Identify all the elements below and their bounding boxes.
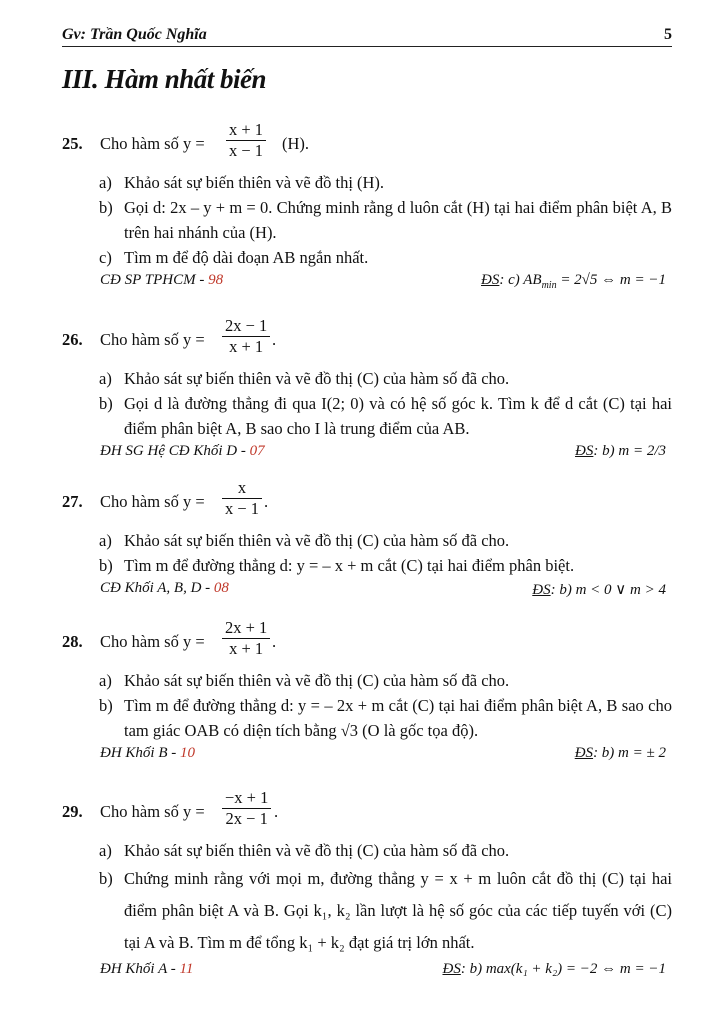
answer bbox=[481, 272, 666, 291]
problem-stem: Cho hàm số y = bbox=[100, 492, 205, 511]
answer-label: ĐS bbox=[532, 582, 551, 598]
item-text: Khảo sát sự biến thiên và vẽ đồ thị (C) của hàm số đã cho. bbox=[124, 531, 510, 550]
page-number: 5 bbox=[664, 26, 672, 43]
fraction-numerator: x + 1 bbox=[229, 120, 264, 139]
source-year: 07 bbox=[249, 443, 265, 459]
item-text: Khảo sát sự biến thiên và vẽ đồ thị (C) của hàm số đã cho. bbox=[124, 369, 510, 388]
page-header bbox=[62, 22, 672, 47]
answer-text-rest: = 2√5 ⇔ m = −1 bbox=[556, 272, 666, 288]
source-line bbox=[62, 578, 672, 604]
sub-item bbox=[62, 528, 672, 553]
author-name: Gv: Trần Quốc Nghĩa bbox=[62, 26, 207, 43]
problem-stem: Cho hàm số y = bbox=[100, 330, 205, 349]
problem-27 bbox=[62, 476, 672, 604]
function-fraction bbox=[226, 120, 266, 161]
sub-item bbox=[62, 170, 672, 195]
source-year: 98 bbox=[208, 272, 224, 288]
problem-number: 28. bbox=[62, 632, 83, 651]
fraction-numerator: 2x + 1 bbox=[225, 618, 268, 637]
source-line bbox=[62, 441, 672, 467]
item-text: Gọi d: 2x – y + m = 0. Chứng minh rằng d luôn cắt (H) tại hai điểm phân biệt A, B trên hai nhánh của (H). bbox=[124, 198, 672, 242]
answer bbox=[575, 745, 666, 762]
answer-text: : b) m < 0 ∨ m > 4 bbox=[550, 582, 666, 598]
item-text: Tìm m để độ dài đoạn AB ngắn nhất. bbox=[124, 248, 369, 267]
function-fraction bbox=[222, 316, 270, 357]
answer bbox=[575, 443, 666, 460]
function-fraction bbox=[222, 788, 271, 829]
problem-28 bbox=[62, 616, 672, 769]
sub-item bbox=[62, 693, 672, 743]
answer-text: : c) AB bbox=[499, 272, 542, 288]
source-text: CĐ SP TPHCM - bbox=[100, 272, 209, 288]
item-text: Chứng minh rằng với mọi m, đường thẳng y = x + m luôn cắt đồ thị (C) tại hai điểm phân biệt A và B. Gọi k₁, k₂ lần lượt là hệ số góc của các tiếp tuyến với (C) tại A và B. Tìm m để tổng k₁ + k₂ đạt giá trị lớn nhất. bbox=[124, 869, 672, 952]
item-label: a) bbox=[99, 671, 112, 690]
sub-item bbox=[62, 391, 672, 441]
source-text: ĐH Khối A - bbox=[100, 961, 180, 977]
source-line bbox=[62, 959, 672, 985]
problem-number: 26. bbox=[62, 330, 83, 349]
problem-suffix: . bbox=[274, 802, 279, 821]
answer-label: ĐS bbox=[442, 961, 461, 977]
answer-subscript: min bbox=[541, 280, 557, 291]
answer-label: ĐS bbox=[481, 272, 500, 288]
answer-text: : b) m = 2/3 bbox=[593, 443, 666, 459]
fraction-denominator: x − 1 bbox=[225, 499, 260, 518]
problem-stem: Cho hàm số y = bbox=[100, 632, 205, 651]
fraction-numerator: x bbox=[237, 478, 247, 497]
sub-item bbox=[62, 668, 672, 693]
section-title: III. Hàm nhất biến bbox=[62, 64, 267, 94]
source-year: 10 bbox=[180, 745, 195, 761]
sub-item bbox=[62, 838, 672, 863]
item-text: Tìm m để đường thẳng d: y = – 2x + m cắt (C) tại hai điểm phân biệt A, B sao cho tam giác OAB có diện tích bằng √3 (O là gốc tọa độ). bbox=[124, 696, 672, 740]
item-text: Tìm m để đường thẳng d: y = – x + m cắt (C) tại hai điểm phân biệt. bbox=[124, 556, 575, 575]
item-label: b) bbox=[99, 696, 113, 715]
fraction-denominator: x + 1 bbox=[229, 337, 264, 356]
source-text: CĐ Khối A, B, D - bbox=[100, 580, 214, 596]
answer-text: : b) m = ± 2 bbox=[593, 745, 666, 761]
problem-suffix: . bbox=[272, 330, 277, 349]
item-label: a) bbox=[99, 531, 112, 550]
sub-item bbox=[62, 553, 672, 578]
item-label: c) bbox=[99, 248, 112, 267]
source-text: ĐH Khối B - bbox=[100, 745, 180, 761]
problem-number: 25. bbox=[62, 134, 83, 153]
item-label: a) bbox=[99, 369, 112, 388]
problem-stem: Cho hàm số y = bbox=[100, 802, 205, 821]
source-year: 08 bbox=[213, 580, 229, 596]
sub-item bbox=[62, 863, 672, 959]
sub-item bbox=[62, 245, 672, 270]
problem-25 bbox=[62, 118, 672, 296]
problem-suffix: . bbox=[264, 492, 269, 511]
item-label: b) bbox=[99, 869, 113, 888]
source-line bbox=[62, 270, 672, 296]
fraction-numerator: −x + 1 bbox=[225, 788, 269, 807]
answer bbox=[532, 580, 666, 599]
item-label: a) bbox=[99, 173, 112, 192]
function-fraction bbox=[222, 478, 262, 519]
item-label: a) bbox=[99, 841, 112, 860]
item-label: b) bbox=[99, 394, 113, 413]
item-label: b) bbox=[99, 556, 113, 575]
item-label: b) bbox=[99, 198, 113, 217]
problem-number: 27. bbox=[62, 492, 83, 511]
problem-26 bbox=[62, 314, 672, 467]
item-text: Khảo sát sự biến thiên và vẽ đồ thị (H). bbox=[124, 173, 385, 192]
fraction-denominator: x − 1 bbox=[229, 141, 264, 160]
answer-text: : b) max(k₁ + k₂) = −2 ⇔ m = −1 bbox=[460, 961, 666, 977]
problem-number: 29. bbox=[62, 802, 83, 821]
item-text: Khảo sát sự biến thiên và vẽ đồ thị (C) của hàm số đã cho. bbox=[124, 671, 510, 690]
fraction-numerator: 2x − 1 bbox=[225, 316, 268, 335]
problem-suffix: . bbox=[272, 632, 277, 651]
problem-suffix: (H). bbox=[282, 134, 310, 153]
sub-item bbox=[62, 366, 672, 391]
item-text: Khảo sát sự biến thiên và vẽ đồ thị (C) của hàm số đã cho. bbox=[124, 841, 510, 860]
answer-label: ĐS bbox=[575, 443, 594, 459]
source-text: ĐH SG Hệ CĐ Khối D - bbox=[100, 443, 250, 459]
answer bbox=[442, 961, 666, 978]
fraction-denominator: 2x − 1 bbox=[225, 809, 268, 828]
sub-item bbox=[62, 195, 672, 245]
item-text: Gọi d là đường thẳng đi qua I(2; 0) và có hệ số góc k. Tìm k để d cắt (C) tại hai điểm phân biệt A, B sao cho I là trung điểm của AB. bbox=[124, 394, 672, 438]
function-fraction bbox=[222, 618, 270, 659]
answer-label: ĐS bbox=[574, 745, 594, 761]
source-year: 11 bbox=[179, 961, 194, 977]
source-line bbox=[62, 743, 672, 769]
fraction-denominator: x + 1 bbox=[229, 639, 264, 658]
problem-29 bbox=[62, 786, 672, 985]
problem-stem: Cho hàm số y = bbox=[100, 134, 205, 153]
